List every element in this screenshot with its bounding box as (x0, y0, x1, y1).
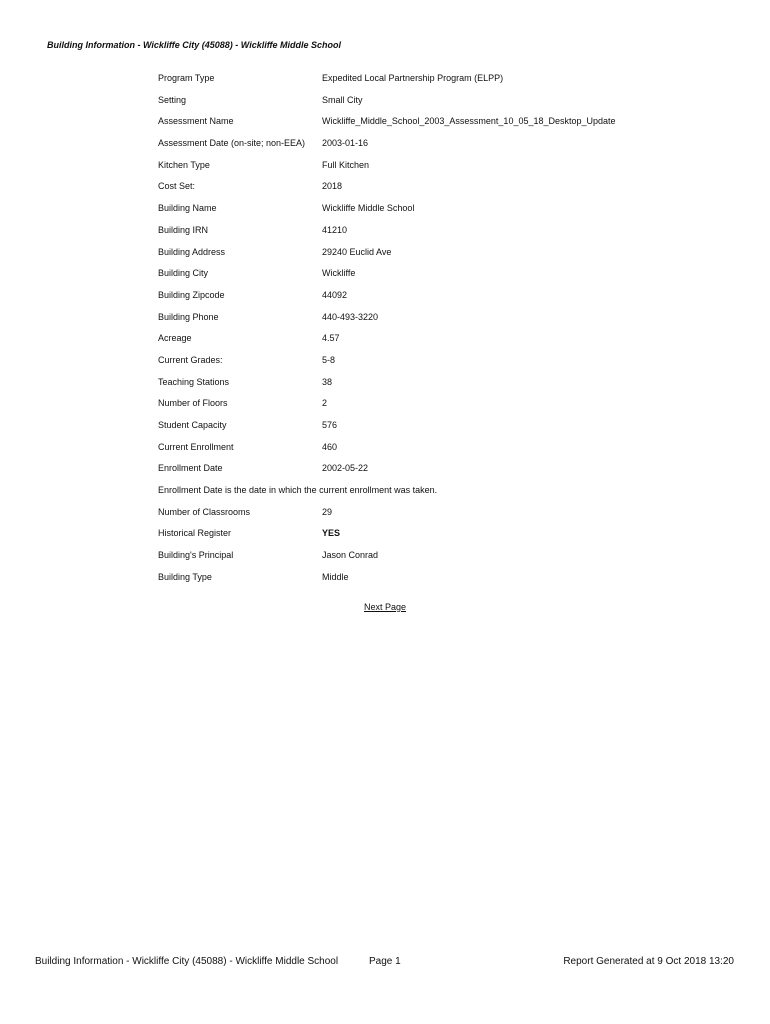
info-label: Building Type (158, 571, 212, 582)
info-value: 4.57 (322, 333, 340, 344)
info-row (158, 545, 638, 567)
info-row (158, 415, 638, 437)
info-label: Building Name (158, 203, 217, 214)
info-label: Program Type (158, 73, 215, 83)
page-header-title: Building Information - Wickliffe City (45088) - Wickliffe Middle School (47, 40, 342, 50)
info-value: 576 (322, 420, 338, 430)
footer-title: Building Information - Wickliffe City (45088) - Wickliffe Middle School (35, 956, 339, 967)
info-value: YES (322, 528, 341, 539)
info-value: 2018 (322, 181, 343, 192)
info-row (158, 242, 638, 264)
info-value: 5-8 (322, 354, 336, 365)
next-page-link[interactable]: Next Page (364, 602, 407, 612)
info-label: Building IRN (158, 224, 209, 235)
info-label: Kitchen Type (158, 159, 210, 170)
footer-report-generated: Report Generated at 9 Oct 2018 13:20 (563, 956, 734, 967)
info-value: Wickliffe_Middle_School_2003_Assessment_10_05_18_Desktop_Update (322, 116, 616, 127)
info-row (158, 480, 638, 502)
info-row (158, 523, 638, 545)
info-value: 2002-05-22 (322, 463, 369, 474)
info-value: 440-493-3220 (322, 311, 379, 322)
info-value: Middle (322, 571, 349, 582)
info-label: Number of Classrooms (158, 506, 251, 517)
info-row (158, 328, 638, 350)
info-value: 29240 Euclid Ave (322, 246, 392, 257)
info-value: Wickliffe (322, 268, 356, 279)
info-label: Student Capacity (158, 420, 227, 430)
info-label: Current Grades: (158, 354, 223, 365)
info-row (158, 90, 638, 112)
info-label: Building Phone (158, 311, 219, 322)
info-label: Enrollment Date (158, 463, 223, 474)
info-row (158, 567, 638, 589)
info-label: Assessment Date (on-site; non-EEA) (158, 138, 306, 149)
info-row (158, 176, 638, 198)
info-row (158, 198, 638, 220)
info-row (158, 111, 638, 133)
info-row (158, 155, 638, 177)
info-label: Teaching Stations (158, 376, 230, 387)
info-row (158, 307, 638, 329)
info-row (158, 68, 638, 90)
info-row (158, 133, 638, 155)
info-value: Wickliffe Middle School (322, 203, 415, 214)
info-label: Historical Register (158, 528, 232, 539)
info-value: 41210 (322, 224, 348, 235)
info-value: 2003-01-16 (322, 138, 369, 149)
info-row (158, 372, 638, 394)
info-value: 44092 (322, 289, 348, 300)
info-label: Building Zipcode (158, 289, 225, 300)
info-row (158, 220, 638, 242)
info-value: 38 (322, 376, 333, 387)
info-label: Building City (158, 268, 209, 279)
info-label: Acreage (158, 333, 192, 344)
info-value: 460 (322, 441, 338, 452)
info-row (158, 437, 638, 459)
info-row (158, 393, 638, 415)
info-row (158, 502, 638, 524)
building-info-table (158, 68, 638, 589)
info-value: 29 (322, 506, 333, 517)
info-row (158, 350, 638, 372)
info-label: Cost Set: (158, 181, 196, 192)
info-label: Current Enrollment (158, 441, 234, 452)
info-value: 2 (322, 398, 328, 409)
info-label: Number of Floors (158, 398, 228, 409)
info-row (158, 458, 638, 480)
info-value: Small City (322, 94, 363, 105)
info-label: Setting (158, 94, 187, 105)
info-row (158, 285, 638, 307)
info-value: Full Kitchen (322, 159, 370, 170)
info-label: Building's Principal (158, 550, 234, 561)
info-label: Building Address (158, 246, 226, 257)
info-row (158, 263, 638, 285)
info-value: Expedited Local Partnership Program (ELPP) (322, 73, 504, 83)
footer-page-number: Page 1 (369, 956, 401, 967)
info-note: Enrollment Date is the date in which the current enrollment was taken. (158, 485, 438, 496)
info-value: Jason Conrad (322, 550, 379, 561)
info-label: Assessment Name (158, 116, 234, 127)
